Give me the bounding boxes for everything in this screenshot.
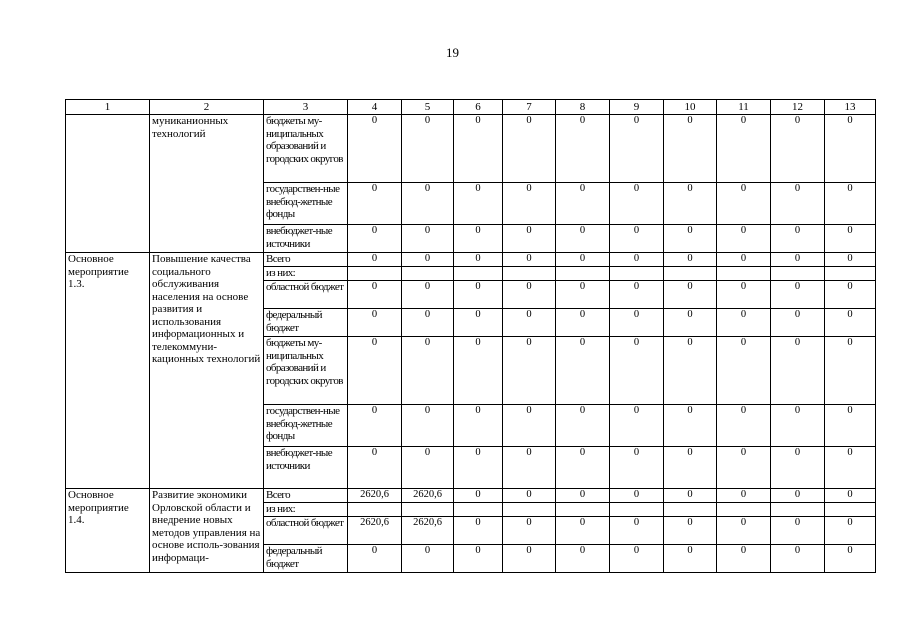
value-cell: 0: [664, 183, 717, 225]
value-cell: 0: [771, 517, 825, 545]
empty-value-cell: [348, 503, 402, 517]
value-cell: 0: [717, 517, 771, 545]
column-header-3: 3: [264, 100, 348, 115]
page-number: 19: [446, 45, 459, 60]
value-cell: 0: [556, 489, 610, 503]
value-cell: 0: [348, 281, 402, 309]
value-cell: 0: [610, 225, 664, 253]
value-cell: 0: [717, 183, 771, 225]
value-cell: 0: [402, 405, 454, 447]
empty-value-cell: [825, 503, 876, 517]
measure-cell: Основное мероприятие 1.4.: [66, 489, 150, 573]
value-cell: 0: [454, 115, 503, 183]
value-cell: 0: [717, 225, 771, 253]
measure-name-cell: муниканионных технологий: [150, 115, 264, 253]
column-header-13: 13: [825, 100, 876, 115]
value-cell: 0: [771, 337, 825, 405]
value-cell: 0: [610, 253, 664, 267]
value-cell: 0: [402, 309, 454, 337]
value-cell: 0: [825, 281, 876, 309]
value-cell: 0: [664, 225, 717, 253]
value-cell: 0: [402, 183, 454, 225]
column-header-5: 5: [402, 100, 454, 115]
value-cell: 0: [556, 281, 610, 309]
funding-source-cell: из них:: [264, 503, 348, 517]
value-cell: 0: [717, 405, 771, 447]
empty-value-cell: [348, 267, 402, 281]
value-cell: 0: [771, 447, 825, 489]
value-cell: 0: [825, 115, 876, 183]
value-cell: 0: [348, 447, 402, 489]
value-cell: 0: [771, 115, 825, 183]
value-cell: 0: [717, 281, 771, 309]
empty-value-cell: [771, 503, 825, 517]
value-cell: 0: [717, 337, 771, 405]
table-row: [66, 489, 876, 503]
empty-value-cell: [717, 503, 771, 517]
value-cell: 0: [717, 115, 771, 183]
value-cell: 0: [664, 309, 717, 337]
value-cell: 0: [610, 309, 664, 337]
value-cell: 0: [610, 517, 664, 545]
empty-value-cell: [664, 503, 717, 517]
value-cell: 0: [348, 337, 402, 405]
value-cell: 0: [825, 489, 876, 503]
value-cell: 0: [556, 253, 610, 267]
value-cell: 0: [664, 281, 717, 309]
empty-value-cell: [610, 267, 664, 281]
value-cell: 0: [348, 115, 402, 183]
empty-value-cell: [454, 267, 503, 281]
value-cell: 0: [610, 545, 664, 573]
value-cell: 0: [402, 447, 454, 489]
measure-cell: [66, 115, 150, 253]
value-cell: 0: [348, 225, 402, 253]
value-cell: 0: [610, 447, 664, 489]
value-cell: 0: [503, 517, 556, 545]
value-cell: 0: [610, 337, 664, 405]
value-cell: 0: [664, 489, 717, 503]
value-cell: 0: [402, 115, 454, 183]
value-cell: 2620,6: [348, 517, 402, 545]
value-cell: 0: [556, 447, 610, 489]
funding-source-cell: Всего: [264, 489, 348, 503]
value-cell: 0: [717, 447, 771, 489]
funding-source-cell: внебюджет-ные источники: [264, 447, 348, 489]
empty-value-cell: [454, 503, 503, 517]
value-cell: 0: [825, 225, 876, 253]
empty-value-cell: [664, 267, 717, 281]
empty-value-cell: [556, 267, 610, 281]
column-header-1: 1: [66, 100, 150, 115]
column-header-8: 8: [556, 100, 610, 115]
funding-source-cell: федеральный бюджет: [264, 545, 348, 573]
value-cell: 0: [664, 253, 717, 267]
value-cell: 0: [348, 183, 402, 225]
value-cell: 0: [610, 405, 664, 447]
column-header-7: 7: [503, 100, 556, 115]
value-cell: 0: [454, 281, 503, 309]
value-cell: 0: [503, 489, 556, 503]
value-cell: 0: [771, 183, 825, 225]
value-cell: 0: [610, 281, 664, 309]
value-cell: 0: [454, 545, 503, 573]
column-header-6: 6: [454, 100, 503, 115]
funding-source-cell: областной бюджет: [264, 281, 348, 309]
empty-value-cell: [402, 267, 454, 281]
value-cell: 0: [348, 545, 402, 573]
value-cell: 0: [454, 517, 503, 545]
value-cell: 0: [717, 545, 771, 573]
funding-source-cell: государствен-ные внебюд-жетные фонды: [264, 183, 348, 225]
value-cell: 0: [771, 405, 825, 447]
value-cell: 0: [610, 183, 664, 225]
empty-value-cell: [717, 267, 771, 281]
table-row: [66, 115, 876, 183]
empty-value-cell: [556, 503, 610, 517]
column-header-9: 9: [610, 100, 664, 115]
value-cell: 0: [717, 309, 771, 337]
value-cell: 0: [825, 183, 876, 225]
value-cell: 0: [825, 253, 876, 267]
value-cell: 0: [454, 225, 503, 253]
value-cell: 0: [771, 253, 825, 267]
value-cell: 0: [503, 309, 556, 337]
value-cell: 0: [556, 545, 610, 573]
value-cell: 0: [503, 337, 556, 405]
value-cell: 0: [454, 309, 503, 337]
budget-table: [65, 99, 876, 573]
value-cell: 0: [454, 183, 503, 225]
funding-source-cell: государствен-ные внебюд-жетные фонды: [264, 405, 348, 447]
funding-source-cell: бюджеты му-ниципальных образований и городских округов: [264, 115, 348, 183]
value-cell: 0: [825, 309, 876, 337]
funding-source-cell: внебюджет-ные источники: [264, 225, 348, 253]
empty-value-cell: [610, 503, 664, 517]
column-header-10: 10: [664, 100, 717, 115]
empty-value-cell: [402, 503, 454, 517]
empty-value-cell: [771, 267, 825, 281]
value-cell: 0: [348, 253, 402, 267]
value-cell: 0: [664, 545, 717, 573]
value-cell: 2620,6: [402, 517, 454, 545]
value-cell: 0: [556, 225, 610, 253]
value-cell: 0: [454, 337, 503, 405]
column-header-11: 11: [717, 100, 771, 115]
column-header-4: 4: [348, 100, 402, 115]
value-cell: 2620,6: [348, 489, 402, 503]
value-cell: 0: [556, 337, 610, 405]
measure-name-cell: Развитие экономики Орловской области и внедрение новых методов управления на основе исполь-зования информаци-: [150, 489, 264, 573]
value-cell: 0: [556, 115, 610, 183]
funding-source-cell: из них:: [264, 267, 348, 281]
header-row: [66, 100, 876, 115]
value-cell: 0: [825, 447, 876, 489]
value-cell: 0: [348, 309, 402, 337]
value-cell: 0: [556, 309, 610, 337]
value-cell: 0: [825, 405, 876, 447]
value-cell: 0: [664, 115, 717, 183]
value-cell: 0: [610, 115, 664, 183]
value-cell: 0: [503, 405, 556, 447]
measure-cell: Основное мероприятие 1.3.: [66, 253, 150, 489]
value-cell: 0: [503, 225, 556, 253]
measure-name-cell: Повышение качества социального обслуживания населения на основе развития и использования информационных и телекоммуни-кационных технологий: [150, 253, 264, 489]
value-cell: 0: [825, 517, 876, 545]
value-cell: 0: [402, 225, 454, 253]
value-cell: 0: [825, 337, 876, 405]
value-cell: 0: [402, 253, 454, 267]
value-cell: 0: [454, 253, 503, 267]
empty-value-cell: [825, 267, 876, 281]
funding-source-cell: областной бюджет: [264, 517, 348, 545]
column-header-12: 12: [771, 100, 825, 115]
value-cell: 0: [610, 489, 664, 503]
value-cell: 0: [503, 545, 556, 573]
value-cell: 0: [717, 253, 771, 267]
value-cell: 0: [402, 545, 454, 573]
table-row: [66, 253, 876, 267]
value-cell: 0: [503, 183, 556, 225]
value-cell: 0: [717, 489, 771, 503]
value-cell: 0: [664, 517, 717, 545]
value-cell: 0: [454, 405, 503, 447]
value-cell: 0: [402, 281, 454, 309]
value-cell: 0: [556, 183, 610, 225]
funding-source-cell: бюджеты му-ниципальных образований и городских округов: [264, 337, 348, 405]
value-cell: 0: [664, 405, 717, 447]
funding-source-cell: федеральный бюджет: [264, 309, 348, 337]
value-cell: 0: [348, 405, 402, 447]
value-cell: 0: [664, 447, 717, 489]
funding-source-cell: Всего: [264, 253, 348, 267]
value-cell: 0: [771, 225, 825, 253]
value-cell: 2620,6: [402, 489, 454, 503]
column-header-2: 2: [150, 100, 264, 115]
empty-value-cell: [503, 503, 556, 517]
value-cell: 0: [771, 489, 825, 503]
value-cell: 0: [503, 447, 556, 489]
value-cell: 0: [556, 405, 610, 447]
value-cell: 0: [454, 489, 503, 503]
value-cell: 0: [771, 281, 825, 309]
empty-value-cell: [503, 267, 556, 281]
value-cell: 0: [556, 517, 610, 545]
value-cell: 0: [825, 545, 876, 573]
value-cell: 0: [503, 281, 556, 309]
value-cell: 0: [503, 253, 556, 267]
value-cell: 0: [454, 447, 503, 489]
value-cell: 0: [664, 337, 717, 405]
value-cell: 0: [771, 309, 825, 337]
value-cell: 0: [402, 337, 454, 405]
value-cell: 0: [503, 115, 556, 183]
value-cell: 0: [771, 545, 825, 573]
